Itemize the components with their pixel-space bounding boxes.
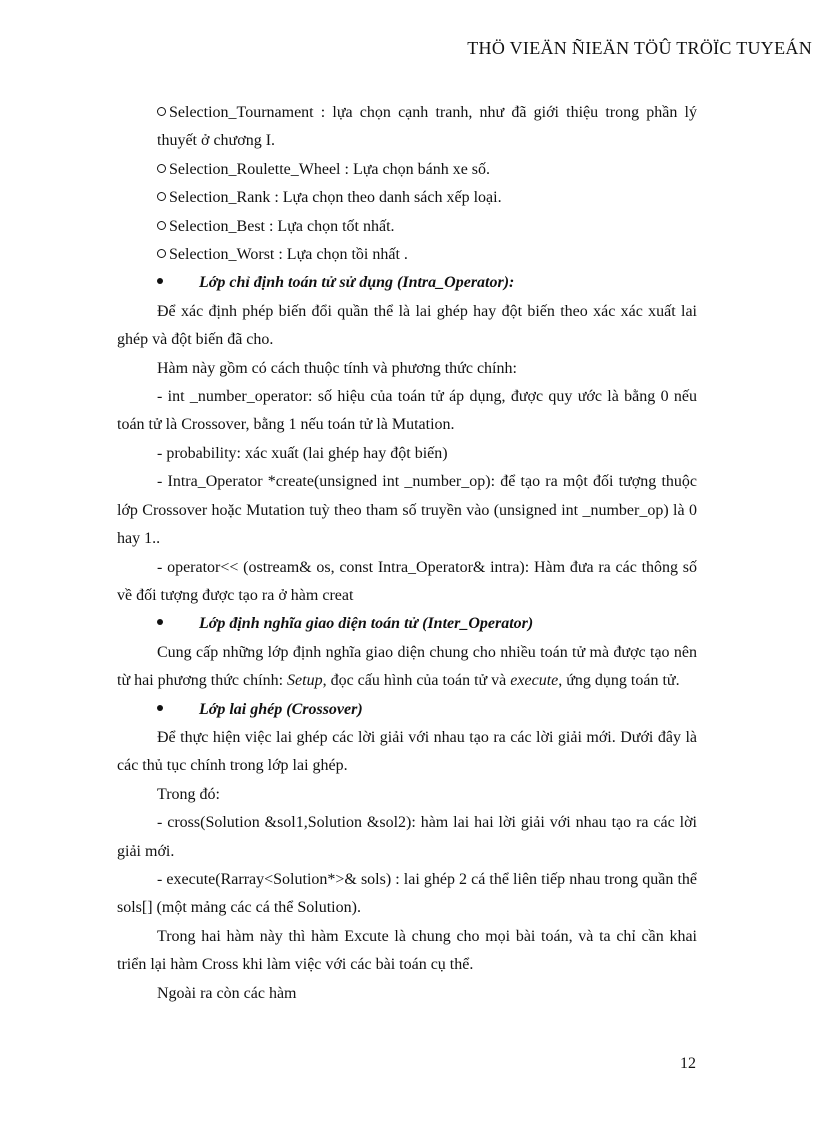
text-span: - probability: xác xuất (lai ghép hay đột biến) xyxy=(157,444,448,462)
paragraph-indent xyxy=(117,383,697,440)
text-span: , đọc cấu hình của toán tử và xyxy=(322,672,511,690)
paragraph-bullet-ring xyxy=(117,99,697,156)
text-span: Lớp định nghĩa giao diện toán tử (Inter_Operator) xyxy=(199,615,534,633)
paragraph-indent xyxy=(117,781,697,809)
circle-bullet-icon xyxy=(157,164,166,173)
text-span: Cung cấp những lớp định nghĩa giao diện chung cho nhiều toán tử mà được tạo nên từ hai phương thức chính: xyxy=(117,643,697,690)
text-span: Hàm này gồm có cách thuộc tính và phương thức chính: xyxy=(157,359,517,377)
text-span: - execute(Rarray<Solution*>& sols) : lai ghép 2 cá thể liên tiếp nhau trong quần thể sols[] (một mảng các cá thể Solution). xyxy=(117,870,697,917)
paragraph-indent xyxy=(117,468,697,553)
text-span: Lớp lai ghép (Crossover) xyxy=(199,700,363,718)
paragraph-indent xyxy=(117,866,697,923)
paragraph-heading xyxy=(117,610,697,638)
text-span: Trong đó: xyxy=(157,785,220,803)
paragraph-heading xyxy=(117,696,697,724)
page-number: 12 xyxy=(680,1055,696,1072)
text-span: - cross(Solution &sol1,Solution &sol2): hàm lai hai lời giải với nhau tạo ra các lời giải mới. xyxy=(117,814,697,860)
text-span: Selection_Tournament : lựa chọn cạnh tranh, như đã giới thiệu trong phần lý thuyết ở chương I. xyxy=(157,104,697,150)
text-span: Selection_Roulette_Wheel : Lựa chọn bánh xe số. xyxy=(169,160,491,178)
text-span: Để xác định phép biến đổi quần thể là lai ghép hay đột biến theo xác xác xuất lai ghép và đột biến đã cho. xyxy=(117,302,697,349)
text-span: - int _number_operator: số hiệu của toán tử áp dụng, được quy ước là bằng 0 nếu toán tử là Crossover, bằng 1 nếu toán tử là Mutation. xyxy=(117,388,697,434)
text-span: Để thực hiện việc lai ghép các lời giải với nhau tạo ra các lời giải mới. Dưới đây là các thủ tục chính trong lớp lai ghép. xyxy=(117,728,697,775)
circle-bullet-icon xyxy=(157,192,166,201)
circle-bullet-icon xyxy=(157,221,166,230)
italic-text: execute xyxy=(510,672,559,690)
paragraph-indent xyxy=(117,639,697,696)
document-body xyxy=(117,99,697,1008)
paragraph-indent xyxy=(117,554,697,611)
page-header-title: THÖ VIEÄN ÑIEÄN TÖÛ TRÖÏC TUYEÁN xyxy=(467,38,812,58)
paragraph-bullet-ring xyxy=(117,241,697,269)
paragraph-indent xyxy=(117,440,697,468)
text-span: Selection_Best : Lựa chọn tốt nhất. xyxy=(169,217,395,235)
filled-bullet-icon xyxy=(157,619,163,625)
paragraph-indent xyxy=(117,923,697,980)
paragraph-indent xyxy=(117,298,697,355)
paragraph-bullet-ring xyxy=(117,156,697,184)
italic-text: Setup xyxy=(287,672,323,690)
text-span: Lớp chỉ định toán tử sử dụng (Intra_Operator): xyxy=(199,274,515,292)
paragraph-indent xyxy=(117,809,697,866)
paragraph-heading xyxy=(117,269,697,297)
paragraph-indent xyxy=(117,724,697,781)
paragraph-indent xyxy=(117,355,697,383)
paragraph-bullet-ring xyxy=(117,213,697,241)
text-span: Ngoài ra còn các hàm xyxy=(157,984,297,1002)
text-span: , ứng dụng toán tử. xyxy=(558,672,680,690)
text-span: Selection_Rank : Lựa chọn theo danh sách xếp loại. xyxy=(169,189,502,207)
paragraph-bullet-ring xyxy=(117,184,697,212)
text-span: - Intra_Operator *create(unsigned int _number_op): để tạo ra một đối tượng thuộc lớp Crossover hoặc Mutation tuỳ theo tham số truyền vào (unsigned int _number_op) là 0 hay 1.. xyxy=(117,473,697,548)
circle-bullet-icon xyxy=(157,249,166,258)
filled-bullet-icon xyxy=(157,705,163,711)
text-span: Selection_Worst : Lựa chọn tồi nhất . xyxy=(169,246,408,264)
circle-bullet-icon xyxy=(157,107,166,116)
paragraph-indent xyxy=(117,980,697,1008)
filled-bullet-icon xyxy=(157,278,163,284)
text-span: - operator<< (ostream& os, const Intra_Operator& intra): Hàm đưa ra các thông số về đối tượng được tạo ra ở hàm creat xyxy=(117,558,697,604)
text-span: Trong hai hàm này thì hàm Excute là chung cho mọi bài toán, và ta chỉ cần khai triển lại hàm Cross khi làm việc với các bài toán cụ thể. xyxy=(117,927,697,974)
